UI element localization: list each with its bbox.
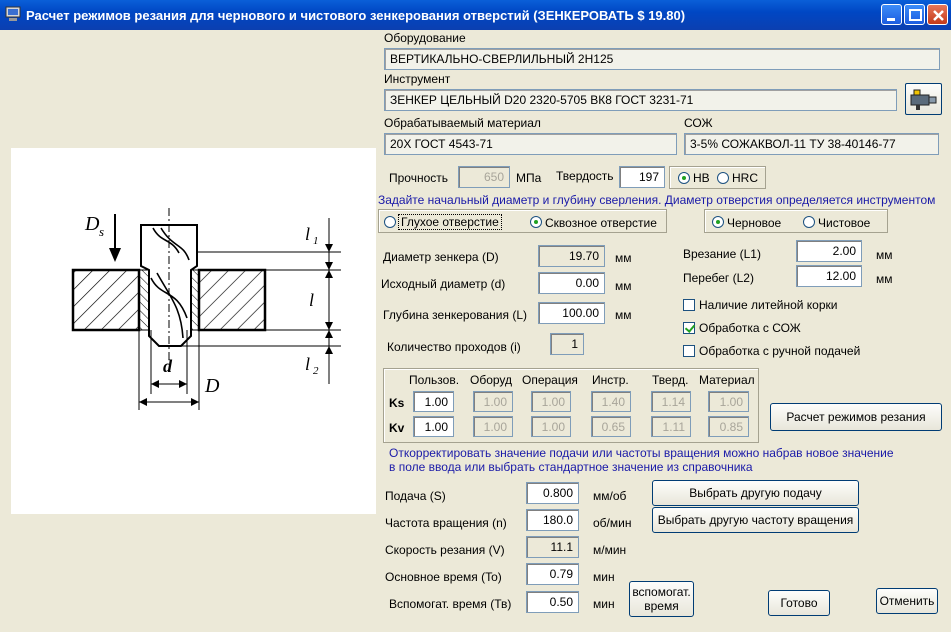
manual-feed-checkbox[interactable] xyxy=(683,345,695,357)
kv-user-input[interactable] xyxy=(413,416,454,437)
manual-feed-label: Обработка с ручной подачей xyxy=(699,344,861,358)
label-D: D xyxy=(205,375,220,397)
kv-tool-input[interactable] xyxy=(591,416,631,437)
choose-feed-button[interactable]: Выбрать другую подачу xyxy=(652,480,859,506)
diameter-d-label: Исходный диаметр (d) xyxy=(381,277,506,291)
aux-time-label: Вспомогат. время (Тв) xyxy=(389,597,512,611)
diameter-d-input[interactable] xyxy=(538,272,605,294)
cancel-button[interactable]: Отменить xyxy=(876,588,938,614)
label-l2-sub: 2 xyxy=(313,365,319,377)
cutting-V-unit: м/мин xyxy=(593,543,627,557)
infeed-L1-input[interactable] xyxy=(796,240,862,262)
diameter-D-input[interactable] xyxy=(538,245,605,267)
close-button[interactable] xyxy=(927,4,948,25)
kv-operation-input[interactable] xyxy=(531,416,571,437)
coef-header-tool: Инстр. xyxy=(592,373,629,387)
depth-L-label: Глубина зенкерования (L) xyxy=(383,308,527,322)
label-l2: l xyxy=(305,354,311,374)
window-title: Расчет режимов резания для чернового и чистового зенкерования отверстий (ЗЕНКЕРОВАТЬ $ 19.80) xyxy=(26,8,686,23)
label-Ds: D xyxy=(85,213,100,235)
ks-hardness-input[interactable] xyxy=(651,391,691,412)
hb-label: HB xyxy=(693,171,710,185)
ks-label: Ks xyxy=(389,396,405,410)
overrun-L2-unit: мм xyxy=(876,272,893,286)
passes-input[interactable] xyxy=(550,333,584,355)
material-field[interactable]: 20Х ГОСТ 4543-71 xyxy=(384,133,677,155)
hrc-label: HRC xyxy=(732,171,758,185)
equipment-field[interactable]: ВЕРТИКАЛЬНО-СВЕРЛИЛЬНЫЙ 2Н125 xyxy=(384,48,940,70)
diameter-D-unit: мм xyxy=(615,251,632,265)
hrc-radio[interactable] xyxy=(717,172,729,184)
label-d: d xyxy=(163,356,172,376)
aux-time-button[interactable] xyxy=(629,581,694,617)
kv-material-input[interactable] xyxy=(708,416,749,437)
coef-header-equipment: Оборуд xyxy=(470,373,513,387)
choose-speed-button[interactable]: Выбрать другую частоту вращения xyxy=(652,507,859,533)
tool-label: Инструмент xyxy=(384,72,451,86)
main-time-input[interactable] xyxy=(526,563,579,585)
coolant-checkbox[interactable] xyxy=(683,322,695,334)
ks-tool-input[interactable] xyxy=(591,391,631,412)
title-bar[interactable] xyxy=(0,0,951,30)
crust-checkbox[interactable] xyxy=(683,299,695,311)
calculate-button[interactable]: Расчет режимов резания xyxy=(770,403,942,431)
depth-L-unit: мм xyxy=(615,308,632,322)
blind-hole-radio[interactable] xyxy=(384,216,396,228)
countersink-diagram xyxy=(11,148,376,514)
coef-header-operation: Операция xyxy=(522,373,578,387)
through-hole-radio[interactable] xyxy=(530,216,542,228)
speed-n-label: Частота вращения (n) xyxy=(385,516,507,530)
blind-hole-label: Глухое отверстие xyxy=(401,215,499,229)
equipment-label: Оборудование xyxy=(384,31,466,45)
speed-n-unit: об/мин xyxy=(593,516,632,530)
finish-radio[interactable] xyxy=(803,216,815,228)
feed-S-label: Подача (S) xyxy=(385,489,446,503)
kv-label: Kv xyxy=(389,421,405,435)
strength-input[interactable] xyxy=(458,166,510,188)
label-l: l xyxy=(309,290,315,310)
feed-S-unit: мм/об xyxy=(593,489,627,503)
kv-hardness-input[interactable] xyxy=(651,416,691,437)
diameter-d-unit: мм xyxy=(615,279,632,293)
kv-equipment-input[interactable] xyxy=(473,416,513,437)
coolant-field[interactable]: 3-5% СОЖАКВОЛ-11 ТУ 38-40146-77 xyxy=(684,133,939,155)
hint-correct-1: Откорректировать значение подачи или частоты вращения можно набрав новое значение xyxy=(389,446,894,460)
feed-S-input[interactable] xyxy=(526,482,579,504)
label-Ds-sub: s xyxy=(99,224,105,239)
coef-header-material: Материал xyxy=(699,373,755,387)
cutting-V-label: Скорость резания (V) xyxy=(385,543,505,557)
through-hole-label: Сквозное отверстие xyxy=(545,216,657,230)
minimize-icon xyxy=(882,5,903,26)
tool-field[interactable]: ЗЕНКЕР ЦЕЛЬНЫЙ D20 2320-5705 ВК8 ГОСТ 3231-71 xyxy=(384,89,897,111)
aux-time-button-line2: время xyxy=(644,599,679,613)
hint-diameter: Задайте начальный диаметр и глубину сверления. Диаметр отверстия определяется инструментом xyxy=(378,193,936,207)
maximize-button[interactable] xyxy=(904,4,925,25)
minimize-button[interactable] xyxy=(881,4,902,25)
countersink-drawing xyxy=(11,148,376,514)
ok-button[interactable]: Готово xyxy=(768,590,830,616)
ks-operation-input[interactable] xyxy=(531,391,571,412)
coef-header-user: Пользов. xyxy=(409,373,460,387)
passes-label: Количество проходов (i) xyxy=(387,340,521,354)
tool-select-button[interactable] xyxy=(905,83,942,115)
rough-radio[interactable] xyxy=(712,216,724,228)
close-icon xyxy=(928,5,949,26)
infeed-L1-label: Врезание (L1) xyxy=(683,247,761,261)
material-label: Обрабатываемый материал xyxy=(384,116,541,130)
speed-n-input[interactable] xyxy=(526,509,579,531)
finish-label: Чистовое xyxy=(818,216,871,230)
infeed-L1-unit: мм xyxy=(876,248,893,262)
overrun-L2-label: Перебег (L2) xyxy=(683,271,754,285)
main-time-label: Основное время (To) xyxy=(385,570,502,584)
strength-label: Прочность xyxy=(389,171,449,185)
depth-L-input[interactable] xyxy=(538,302,605,324)
maximize-icon xyxy=(905,5,926,26)
ks-material-input[interactable] xyxy=(708,391,749,412)
main-time-unit: мин xyxy=(593,570,615,584)
aux-time-button-line1: вспомогат. xyxy=(632,585,691,599)
diameter-D-label: Диаметр зенкера (D) xyxy=(383,250,499,264)
cutting-V-input[interactable] xyxy=(526,536,579,558)
overrun-L2-input[interactable] xyxy=(796,265,862,287)
strength-unit: МПа xyxy=(516,171,542,185)
hb-radio[interactable] xyxy=(678,172,690,184)
coolant-label: СОЖ xyxy=(684,116,713,130)
tool-icon xyxy=(909,87,939,111)
aux-time-input[interactable] xyxy=(526,591,579,613)
coef-header-hardness: Тверд. xyxy=(652,373,689,387)
aux-time-unit: мин xyxy=(593,597,615,611)
app-icon xyxy=(5,6,21,22)
rough-label: Черновое xyxy=(727,216,782,230)
ks-equipment-input[interactable] xyxy=(473,391,513,412)
hardness-label: Твердость xyxy=(556,169,614,183)
coolant-check-label: Обработка с СОЖ xyxy=(699,321,801,335)
hint-correct-2: в поле ввода или выбрать стандартное значение из справочника xyxy=(389,460,753,474)
crust-label: Наличие литейной корки xyxy=(699,298,838,312)
ks-user-input[interactable] xyxy=(413,391,454,412)
label-l1: l xyxy=(305,224,311,244)
label-l1-sub: 1 xyxy=(313,235,319,247)
hardness-input[interactable] xyxy=(619,166,665,188)
